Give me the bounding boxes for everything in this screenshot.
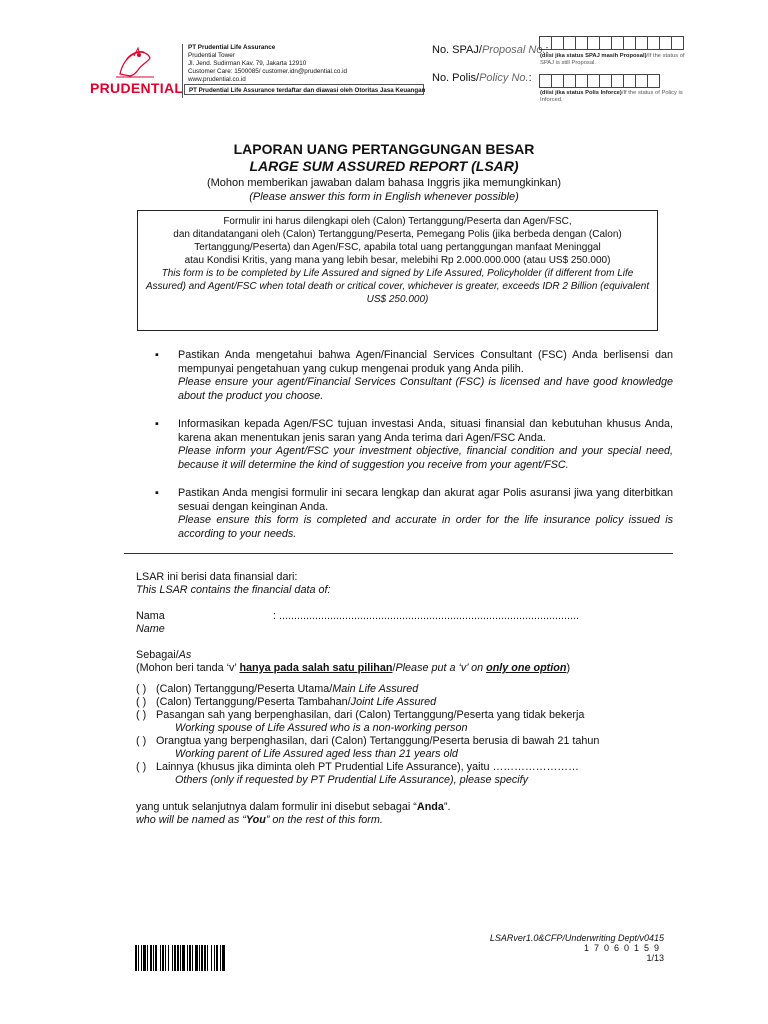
bullet-item xyxy=(155,349,673,403)
bullet-text-en: Please ensure this form is completed and accurate in order for the life insurance policy issued is according to your needs. xyxy=(178,514,673,540)
instruction-id-line: Formulir ini harus dilengkapi oleh (Calon) Tertanggung/Peserta dan Agen/FSC, xyxy=(223,216,572,227)
name-label: Nama xyxy=(136,610,165,622)
polis-input[interactable] xyxy=(539,74,659,88)
option-checkbox[interactable]: ( ) xyxy=(136,696,147,708)
title-en: LARGE SUM ASSURED REPORT (LSAR) xyxy=(249,158,519,174)
as-label: Sebagai/As xyxy=(136,649,192,661)
language-note-en: (Please answer this form in English whenever possible) xyxy=(249,191,519,203)
bullet-icon: ▪ xyxy=(155,418,159,430)
bullet-icon: ▪ xyxy=(155,349,159,361)
bullet-text-id: Pastikan Anda mengisi formulir ini secara lengkap dan akurat agar Polis asuransi jiwa yang diterbitkan sesuai dengan keinginan Anda. xyxy=(178,487,673,513)
option-joint-life-assured[interactable]: ( ) (Calon) Tertanggung/Peserta Tambahan/Joint Life Assured xyxy=(136,696,437,708)
instruction-en-line: US$ 250.000) xyxy=(366,294,429,305)
instruction-id-line: dan ditandatangani oleh (Calon) Tertanggung/Peserta, Pemegang Polis (jika berbeda dengan (Calon) xyxy=(173,229,622,240)
bullet-item xyxy=(155,487,673,541)
spaj-label: No. SPAJ/Proposal No.: xyxy=(432,44,549,56)
name-row xyxy=(136,610,676,623)
page-number: 1/13 xyxy=(646,953,664,963)
name-field[interactable]: : .................................................................................................... xyxy=(273,610,579,622)
option-checkbox[interactable]: ( ) xyxy=(136,709,147,721)
named-as-id: yang untuk selanjutnya dalam formulir ini disebut sebagai “Anda”. xyxy=(136,801,451,813)
polis-label: No. Polis/Policy No.: xyxy=(432,72,532,84)
language-note-id: (Mohon memberikan jawaban dalam bahasa Inggris jika memungkinkan) xyxy=(206,177,561,189)
section-divider xyxy=(124,553,673,554)
bullet-text-en: Please inform your Agent/FSC your investment objective, financial condition and your special need, because it will determine the kind of suggestion you receive from your agent/FSC. xyxy=(178,445,673,471)
bullet-list xyxy=(155,349,673,556)
ojk-note: PT Prudential Life Assurance terdaftar dan diawasi oleh Otoritas Jasa Keuangan xyxy=(184,84,424,95)
instruction-id-line: Tertanggung/Peserta) dan Agen/FSC, apabila total uang pertanggungan manfaat Meninggal xyxy=(194,242,601,253)
lsar-intro-id: LSAR ini berisi data finansial dari: xyxy=(136,571,298,583)
instruction-box xyxy=(137,210,658,331)
prudential-logo xyxy=(90,44,184,100)
option-checkbox[interactable]: ( ) xyxy=(136,735,147,747)
title-id: LAPORAN UANG PERTANGGUNGAN BESAR xyxy=(233,141,535,157)
option-working-parent[interactable]: ( ) Orangtua yang berpenghasilan, dari (Calon) Tertanggung/Peserta berusia di bawah 21 tahun xyxy=(136,735,600,747)
form-version: LSARver1.0&CFP/Underwriting Dept/v0415 xyxy=(489,933,664,943)
instruction-id-line: atau Kondisi Kritis, yang mana yang lebih besar, melebihi Rp 2.000.000.000 (atau US$ 250.000) xyxy=(184,255,611,266)
polis-note: (diisi jika status Polis Inforce)/If the status of Policy is Inforced. xyxy=(540,90,683,103)
spaj-note: (diisi jika status SPAJ masih Proposal)/If the status of SPAJ is still Proposal. xyxy=(540,53,685,66)
company-address: Jl. Jend. Sudirman Kav. 79, Jakarta 12910 xyxy=(188,60,307,67)
barcode-bar xyxy=(225,945,226,971)
instruction-en-line: Assured) and Agent/FSC when total death or critical cover, whichever is greater, exceeds IDR 2 Billion (equivalent xyxy=(145,281,650,292)
company-building: Prudential Tower xyxy=(188,52,235,59)
form-number: 17060159 xyxy=(583,943,664,953)
bullet-text-id: Pastikan Anda mengetahui bahwa Agen/Financial Services Consultant (FSC) Anda berlisensi dan mempunyai pengetahuan yang cukup mengenai produk yang Anda pilih. xyxy=(178,349,673,375)
option-checkbox[interactable]: ( ) xyxy=(136,761,147,773)
company-customer-care: Customer Care: 1500085/ customer.idn@prudential.co.id xyxy=(188,68,348,75)
prudential-rock-icon xyxy=(90,44,180,80)
footer-reference xyxy=(490,933,664,963)
choose-one-instruction: (Mohon beri tanda ‘v’ hanya pada salah satu pilihan/Please put a ‘v’ on only one option) xyxy=(136,662,571,674)
role-options xyxy=(136,683,676,787)
company-name: PT Prudential Life Assurance xyxy=(188,44,276,51)
bullet-text-en: Please ensure your agent/Financial Services Consultant (FSC) is licensed and have good knowledge about the product you choose. xyxy=(178,376,673,402)
lsar-section xyxy=(136,571,676,827)
option-others[interactable]: ( ) Lainnya (khusus jika diminta oleh PT Prudential Life Assurance), yaitu …………………… xyxy=(136,761,579,773)
option-working-spouse-en: Working spouse of Life Assured who is a non-working person xyxy=(175,722,468,734)
company-website: www.prudential.co.id xyxy=(188,76,246,83)
bullet-text-id: Informasikan kepada Agen/FSC tujuan investasi Anda, situasi finansial dan kebutuhan khusus Anda, karena akan menentukan jenis saran yang Anda terima dari Agen/FSC Anda. xyxy=(178,418,673,444)
spaj-input[interactable] xyxy=(539,36,683,50)
option-working-parent-en: Working parent of Life Assured aged less than 21 years old xyxy=(175,748,458,760)
name-label-en: Name xyxy=(136,623,165,635)
barcode xyxy=(135,945,262,971)
bullet-icon: ▪ xyxy=(155,487,159,499)
named-as-en: who will be named as “You” on the rest of this form. xyxy=(136,814,383,826)
bullet-item xyxy=(155,418,673,472)
logo-text: PRUDENTIAL xyxy=(90,80,184,96)
option-main-life-assured[interactable]: ( ) (Calon) Tertanggung/Peserta Utama/Main Life Assured xyxy=(136,683,419,695)
option-working-spouse[interactable]: ( ) Pasangan sah yang berpenghasilan, dari (Calon) Tertanggung/Peserta yang tidak bekerja xyxy=(136,709,585,721)
option-checkbox[interactable]: ( ) xyxy=(136,683,147,695)
lsar-intro-en: This LSAR contains the financial data of: xyxy=(136,584,331,596)
instruction-en-line: This form is to be completed by Life Assured and signed by Life Assured, Policyholder (if different from Life xyxy=(161,268,634,279)
option-others-en: Others (only if requested by PT Prudential Life Assurance), please specify xyxy=(175,774,529,786)
